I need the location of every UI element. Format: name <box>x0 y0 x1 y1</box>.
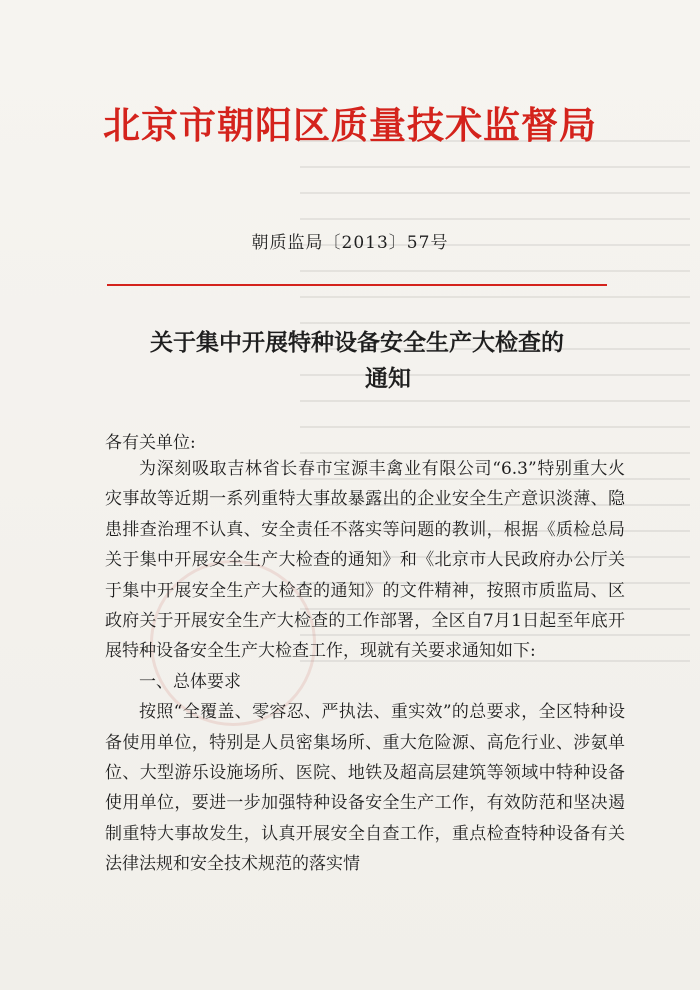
salutation: 各有关单位: <box>105 433 196 453</box>
paragraph-intro: 为深刻吸取吉林省长春市宝源丰禽业有限公司“6.3”特别重大火灾事故等近期一系列重特大事故暴露出的企业安全生产意识淡薄、隐患排查治理不认真、安全责任不落实等问题的教训，根据《质检总局关于集中开展安全生产大检查的通知》和《北京市人民政府办公厅关于集中开展安全生产大检查的通知》的文件精神，按照市质监局、区政府关于开展安全生产大检查的工作部署，全区自7月1日起至年底开展特种设备安全生产大检查工作，现就有关要求通知如下: <box>105 459 625 662</box>
document-title <box>150 325 620 397</box>
body-text <box>105 454 625 880</box>
red-separator-line <box>107 284 607 286</box>
document-number: 朝质监局〔2013〕57号 <box>251 233 449 253</box>
issuing-authority-header: 北京市朝阳区质量技术监督局 <box>103 103 597 147</box>
title-line-1: 关于集中开展特种设备安全生产大检查的 <box>150 329 564 356</box>
title-line-2: 通知 <box>365 365 411 392</box>
section-heading-general-requirements: 一、总体要求 <box>139 671 241 692</box>
paragraph-requirements: 按照“全覆盖、零容忍、严执法、重实效”的总要求，全区特种设备使用单位，特别是人员密集场所、重大危险源、高危行业、涉氨单位、大型游乐设施场所、医院、地铁及超高层建筑等领域中特种设备使用单位，要进一步加强特种设备安全生产工作，有效防范和坚决遏制重特大事故发生，认真开展安全自查工作，重点检查特种设备有关法律法规和安全技术规范的落实情 <box>105 702 625 875</box>
